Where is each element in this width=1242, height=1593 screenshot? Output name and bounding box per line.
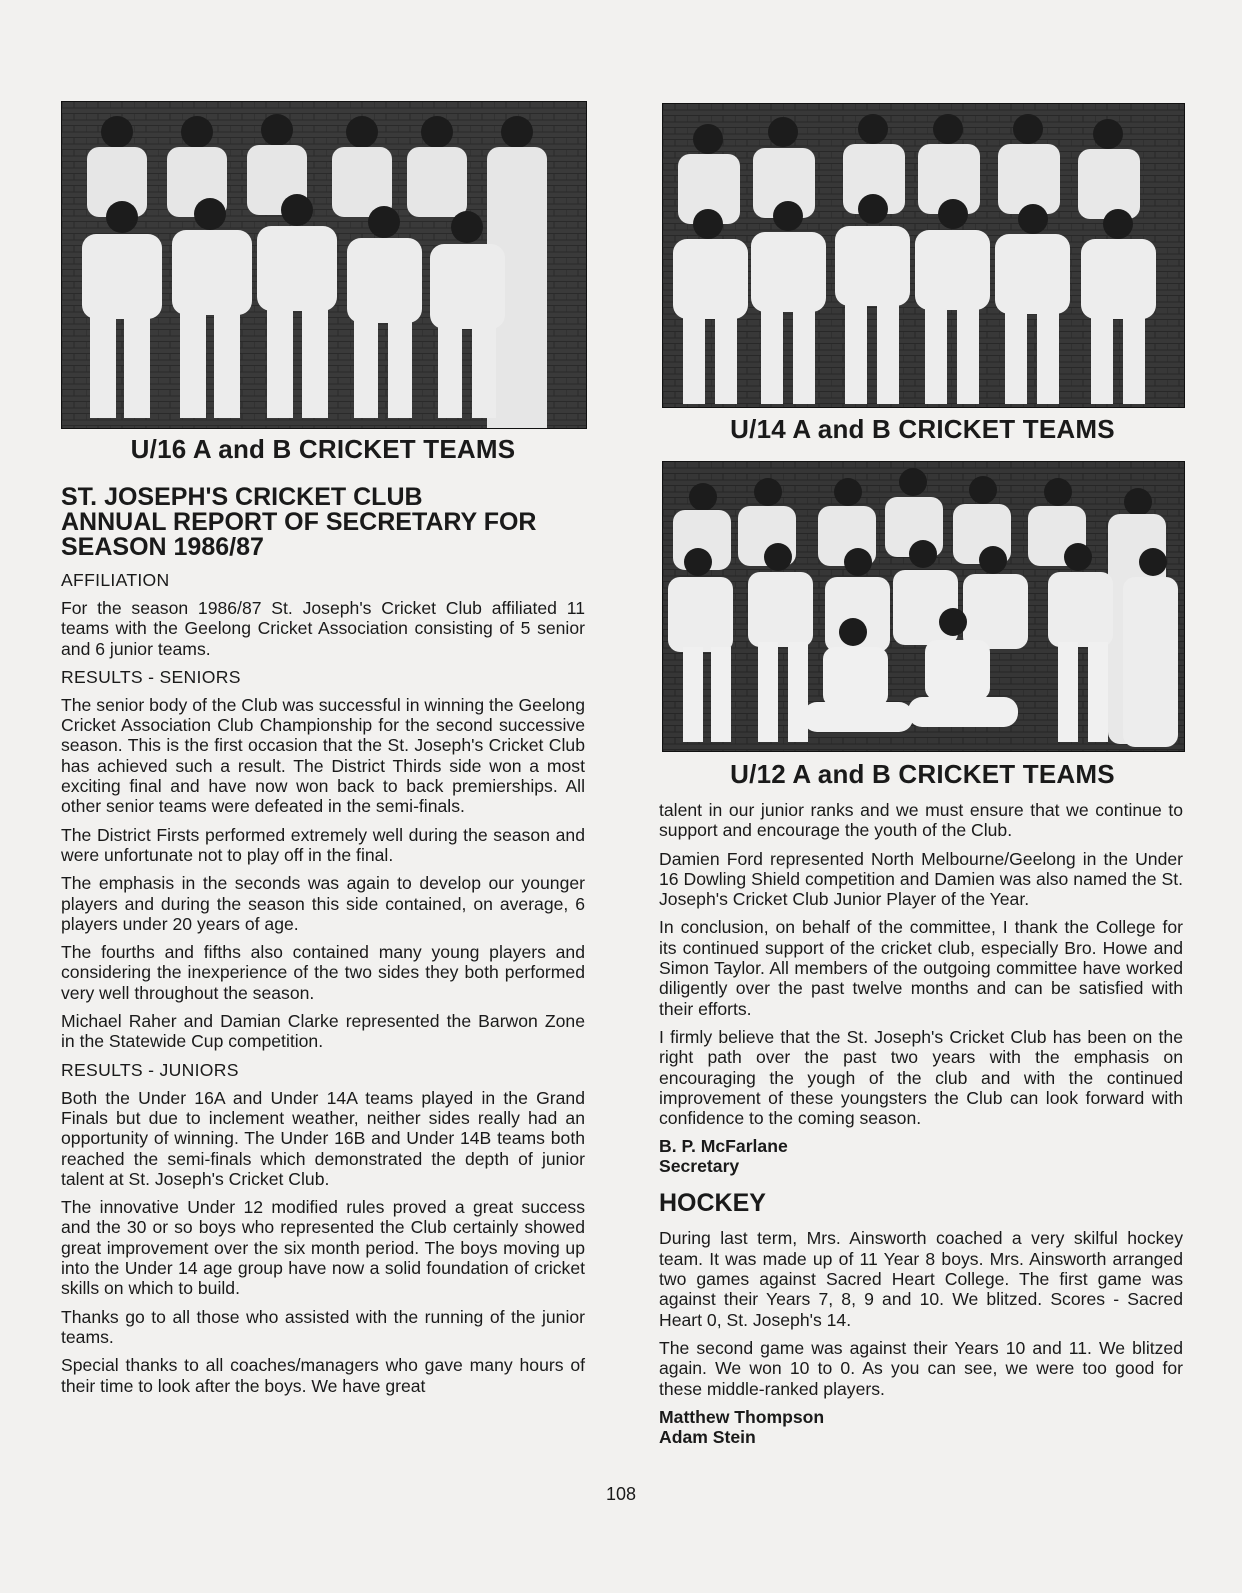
paragraph: The emphasis in the seconds was again to develop our younger players and during the season this side contained, on average, 6 players under 20 years of age. [61, 873, 585, 934]
section-heading-results-juniors: RESULTS - JUNIORS [61, 1059, 239, 1080]
author-name: Adam Stein [659, 1426, 756, 1447]
paragraph: The second game was against their Years 10 and 11. We blitzed again. We won 10 to 0. As you can see, we were too good for these middle-ranked players. [659, 1337, 1183, 1399]
report-left-column [61, 485, 585, 1404]
paragraph: Michael Raher and Damian Clarke represented the Barwon Zone in the Statewide Cup competition. [61, 1011, 585, 1052]
hockey-heading: HOCKEY [659, 1189, 766, 1218]
u14-caption: U/14 A and B CRICKET TEAMS [730, 414, 1115, 444]
paragraph: I firmly believe that the St. Joseph's Cricket Club has been on the right path over the past two years with the emphasis on encouraging the yough of the club and with the continued improvement of these youngsters the Club can look forward with confidence to the coming season. [659, 1026, 1183, 1129]
signature-role: Secretary [659, 1156, 740, 1177]
section-heading-affiliation: AFFILIATION [61, 570, 170, 590]
paragraph: The innovative Under 12 modified rules proved a great success and the 30 or so boys who represented the Club certainly showed great improvement over the six month period. The boys moving up into the Under 14 age group have now a solid foundation of cricket skills on which to build. [61, 1197, 585, 1299]
paragraph: Special thanks to all coaches/managers who gave many hours of their time to look after the boys. We have great [61, 1355, 585, 1396]
report-title [61, 485, 585, 560]
paragraph: Thanks go to all those who assisted with the running of the junior teams. [61, 1306, 585, 1347]
u12-caption: U/12 A and B CRICKET TEAMS [730, 759, 1115, 789]
paragraph: The District Firsts performed extremely well during the season and were unfortunate not to play off in the final. [61, 824, 585, 865]
u12-team-photo [662, 461, 1185, 752]
author-name: Matthew Thompson [659, 1406, 825, 1427]
section-heading-results-seniors: RESULTS - SENIORS [61, 666, 241, 687]
paragraph: Both the Under 16A and Under 14A teams played in the Grand Finals but due to inclement weather, neither sides really had an opportunity of winning. The Under 16B and Under 14B teams both reached the semi-finals which demonstrated the depth of junior talent at St. Joseph's Cricket Club. [61, 1087, 585, 1189]
paragraph: The fourths and fifths also contained many young players and considering the inexperience of the two sides they both performed very well throughout the season. [61, 942, 585, 1003]
paragraph: The senior body of the Club was successful in winning the Geelong Cricket Association Club Championship for the second successive season. This is the first occasion that the St. Joseph's Cricket Club has achieved such a result. The District Thirds side won a most exciting final and have now won back to back premierships. All other senior teams were defeated in the semi-finals. [61, 694, 585, 817]
hockey-authors [659, 1407, 1183, 1447]
report-title-line-2: ANNUAL REPORT OF SECRETARY FOR [61, 508, 537, 536]
u16-team-photo [61, 101, 587, 429]
u16-caption: U/16 A and B CRICKET TEAMS [130, 434, 516, 464]
report-right-column [659, 800, 1183, 1461]
paragraph: talent in our junior ranks and we must ensure that we continue to support and encourage the youth of the Club. [659, 800, 1183, 841]
page-number: 108 [605, 1484, 637, 1504]
paragraph: Damien Ford represented North Melbourne/Geelong in the Under 16 Dowling Shield competition and Damien was also named the St. Joseph's Cricket Club Junior Player of the Year. [659, 848, 1183, 910]
paragraph: In conclusion, on behalf of the committee, I thank the College for its continued support of the cricket club, especially Bro. Howe and Simon Taylor. All members of the outgoing committee have worked diligently over the past twelve months and can be satisfied with their efforts. [659, 917, 1183, 1019]
paragraph: For the season 1986/87 St. Joseph's Cricket Club affiliated 11 teams with the Geelong Cricket Association consisting of 5 senior and 6 junior teams. [61, 598, 585, 659]
report-signature [659, 1136, 1183, 1176]
signature-name: B. P. McFarlane [659, 1136, 788, 1157]
paragraph: During last term, Mrs. Ainsworth coached a very skilful hockey team. It was made up of 11 Year 8 boys. Mrs. Ainsworth arranged two games against Sacred Heart College. The first game was against their Years 7, 8, 9 and 10. We blitzed. Scores - Sacred Heart 0, St. Joseph's 14. [659, 1228, 1183, 1330]
report-title-line-3: SEASON 1986/87 [61, 533, 264, 561]
u14-team-photo [662, 103, 1185, 408]
report-title-line-1: ST. JOSEPH'S CRICKET CLUB [61, 483, 423, 511]
